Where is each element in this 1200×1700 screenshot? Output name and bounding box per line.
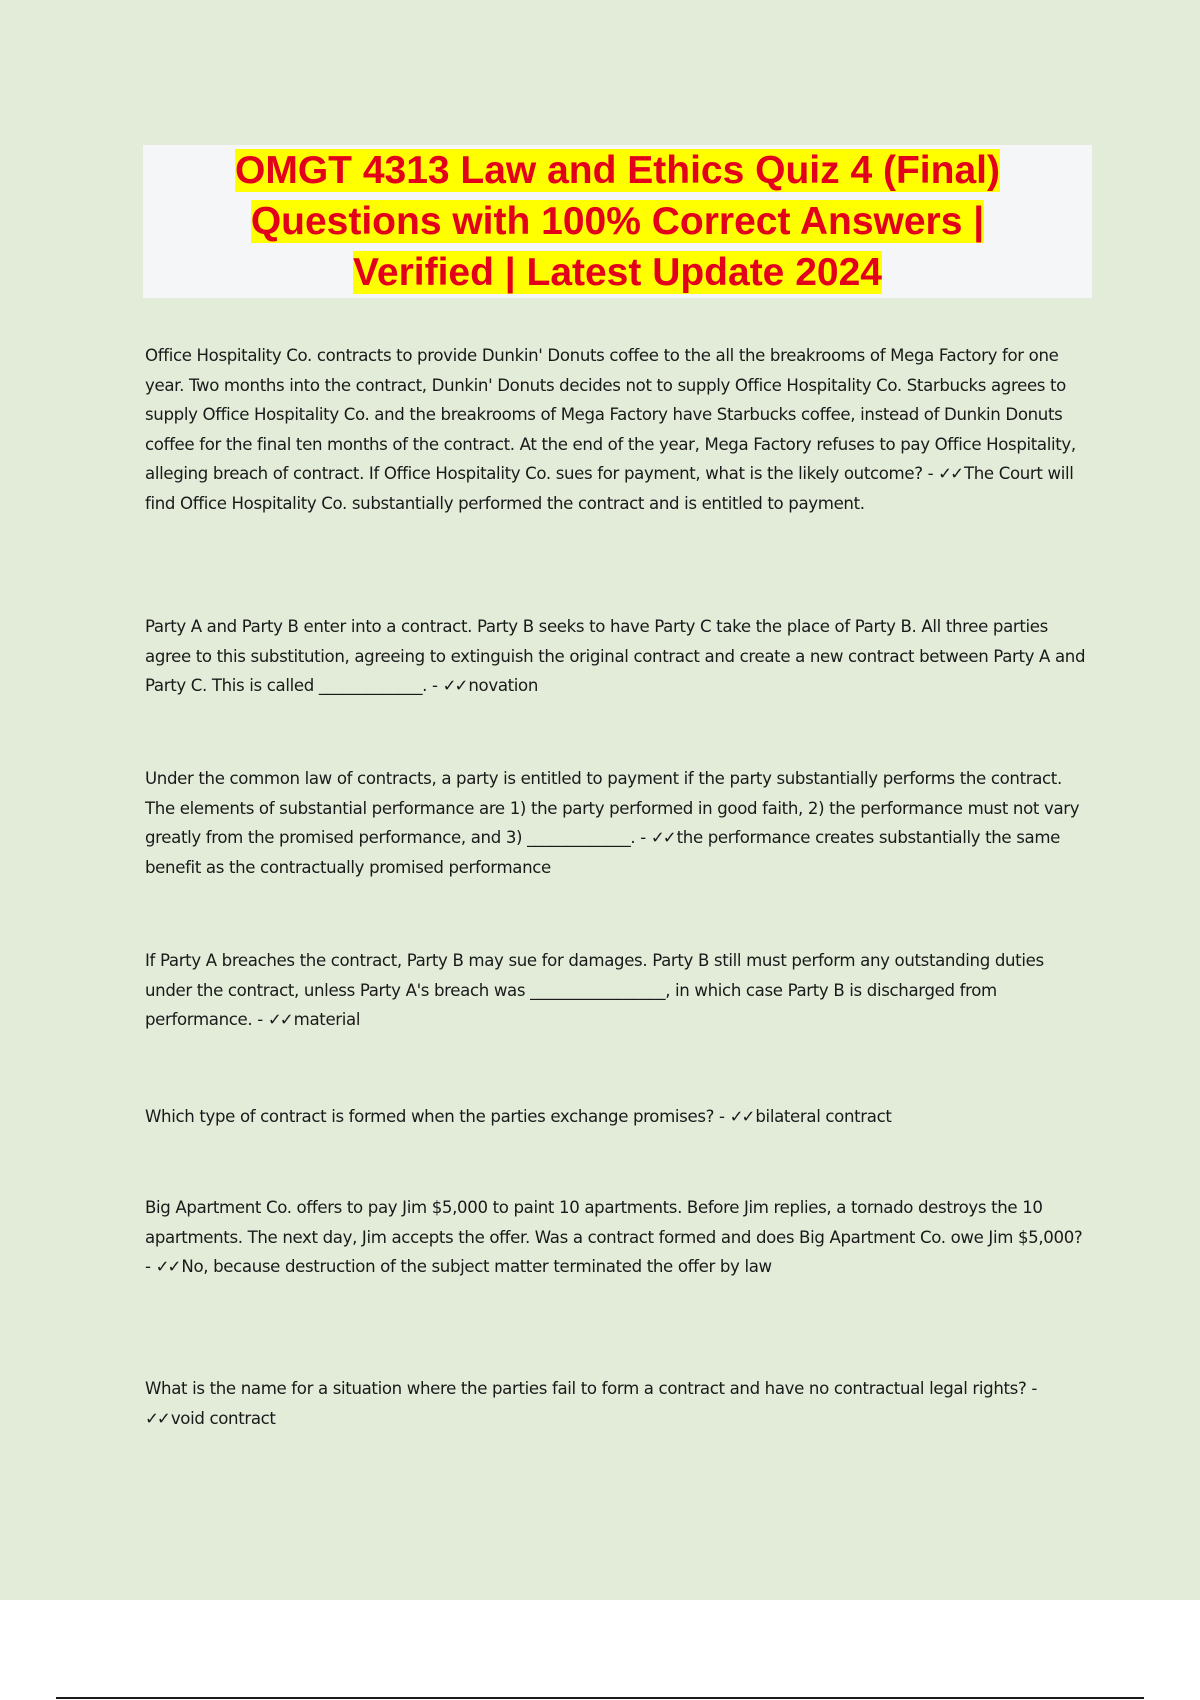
answer-text: No, because destruction of the subject matter terminated the offer by law bbox=[181, 1257, 772, 1276]
check-mark-icon: ✓✓ bbox=[145, 1408, 169, 1428]
check-mark-icon: ✓✓ bbox=[155, 1257, 180, 1276]
question-text: If Party A breaches the contract, Party B may sue for damages. Party B still must perform any outstanding duties under the contract, unless Party A's breach was _________________, in which case Party B is discharged from performance. - bbox=[145, 951, 1044, 1029]
answer-text: the performance creates substantially the same benefit as the contractually promised performance bbox=[145, 828, 1060, 877]
question-text: Big Apartment Co. offers to pay Jim $5,000 to paint 10 apartments. Before Jim replies, a tornado destroys the 10 apartments. The next day, Jim accepts the offer. Was a contract formed and does Big Apartment Co. owe Jim $5,000? - bbox=[145, 1198, 1083, 1276]
check-mark-icon: ✓✓ bbox=[729, 1107, 754, 1126]
answer-text: bilateral contract bbox=[755, 1107, 892, 1126]
answer-text: novation bbox=[468, 676, 539, 695]
qa-item-4 bbox=[145, 946, 1090, 1035]
answer-text: material bbox=[293, 1010, 361, 1029]
bottom-divider bbox=[56, 1697, 1144, 1699]
question-text: What is the name for a situation where the parties fail to form a contract and have no contractual legal rights? - bbox=[145, 1379, 1037, 1398]
title-line-1: OMGT 4313 Law and Ethics Quiz 4 (Final) bbox=[235, 149, 1000, 192]
check-mark-icon: ✓✓ bbox=[267, 1010, 292, 1029]
check-mark-icon: ✓✓ bbox=[442, 676, 467, 695]
title-line-2: Questions with 100% Correct Answers | bbox=[250, 200, 985, 243]
title-banner bbox=[143, 145, 1092, 298]
question-text: Under the common law of contracts, a party is entitled to payment if the party substantially performs the contract. The elements of substantial performance are 1) the party performed in good faith, 2) the performance must not vary greatly from the promised performance, and 3) _____________. - bbox=[145, 769, 1080, 847]
qa-item-6 bbox=[145, 1193, 1090, 1282]
title-line-3: Verified | Latest Update 2024 bbox=[353, 251, 882, 294]
document-title bbox=[178, 145, 1058, 298]
check-mark-icon: ✓✓ bbox=[650, 828, 675, 847]
qa-item-5 bbox=[145, 1102, 1090, 1132]
check-mark-icon: ✓✓ bbox=[938, 464, 962, 483]
qa-item-2 bbox=[145, 612, 1090, 701]
qa-item-7 bbox=[145, 1374, 1090, 1433]
answer-text: void contract bbox=[170, 1408, 276, 1428]
question-text: Which type of contract is formed when the parties exchange promises? - bbox=[145, 1107, 730, 1126]
qa-item-1 bbox=[145, 341, 1090, 518]
answer-text: The Court will find Office Hospitality Co. substantially performed the contract and is entitled to payment. bbox=[145, 464, 1074, 513]
qa-item-3 bbox=[145, 764, 1090, 882]
question-text: Party A and Party B enter into a contract. Party B seeks to have Party C take the place of Party B. All three parties agree to this substitution, agreeing to extinguish the original contract and create a new contract between Party A and Party C. This is called _____________. - bbox=[145, 617, 1086, 695]
question-text: Office Hospitality Co. contracts to provide Dunkin' Donuts coffee to the all the breakrooms of Mega Factory for one year. Two months into the contract, Dunkin' Donuts decides not to supply Office Hospitality Co. Starbucks agrees to supply Office Hospitality Co. and the breakrooms of Mega Factory have Starbucks coffee, instead of Dunkin Donuts coffee for the final ten months of the contract. At the end of the year, Mega Factory refuses to pay Office Hospitality, alleging breach of contract. If Office Hospitality Co. sues for payment, what is the likely outcome? - bbox=[145, 346, 1076, 483]
